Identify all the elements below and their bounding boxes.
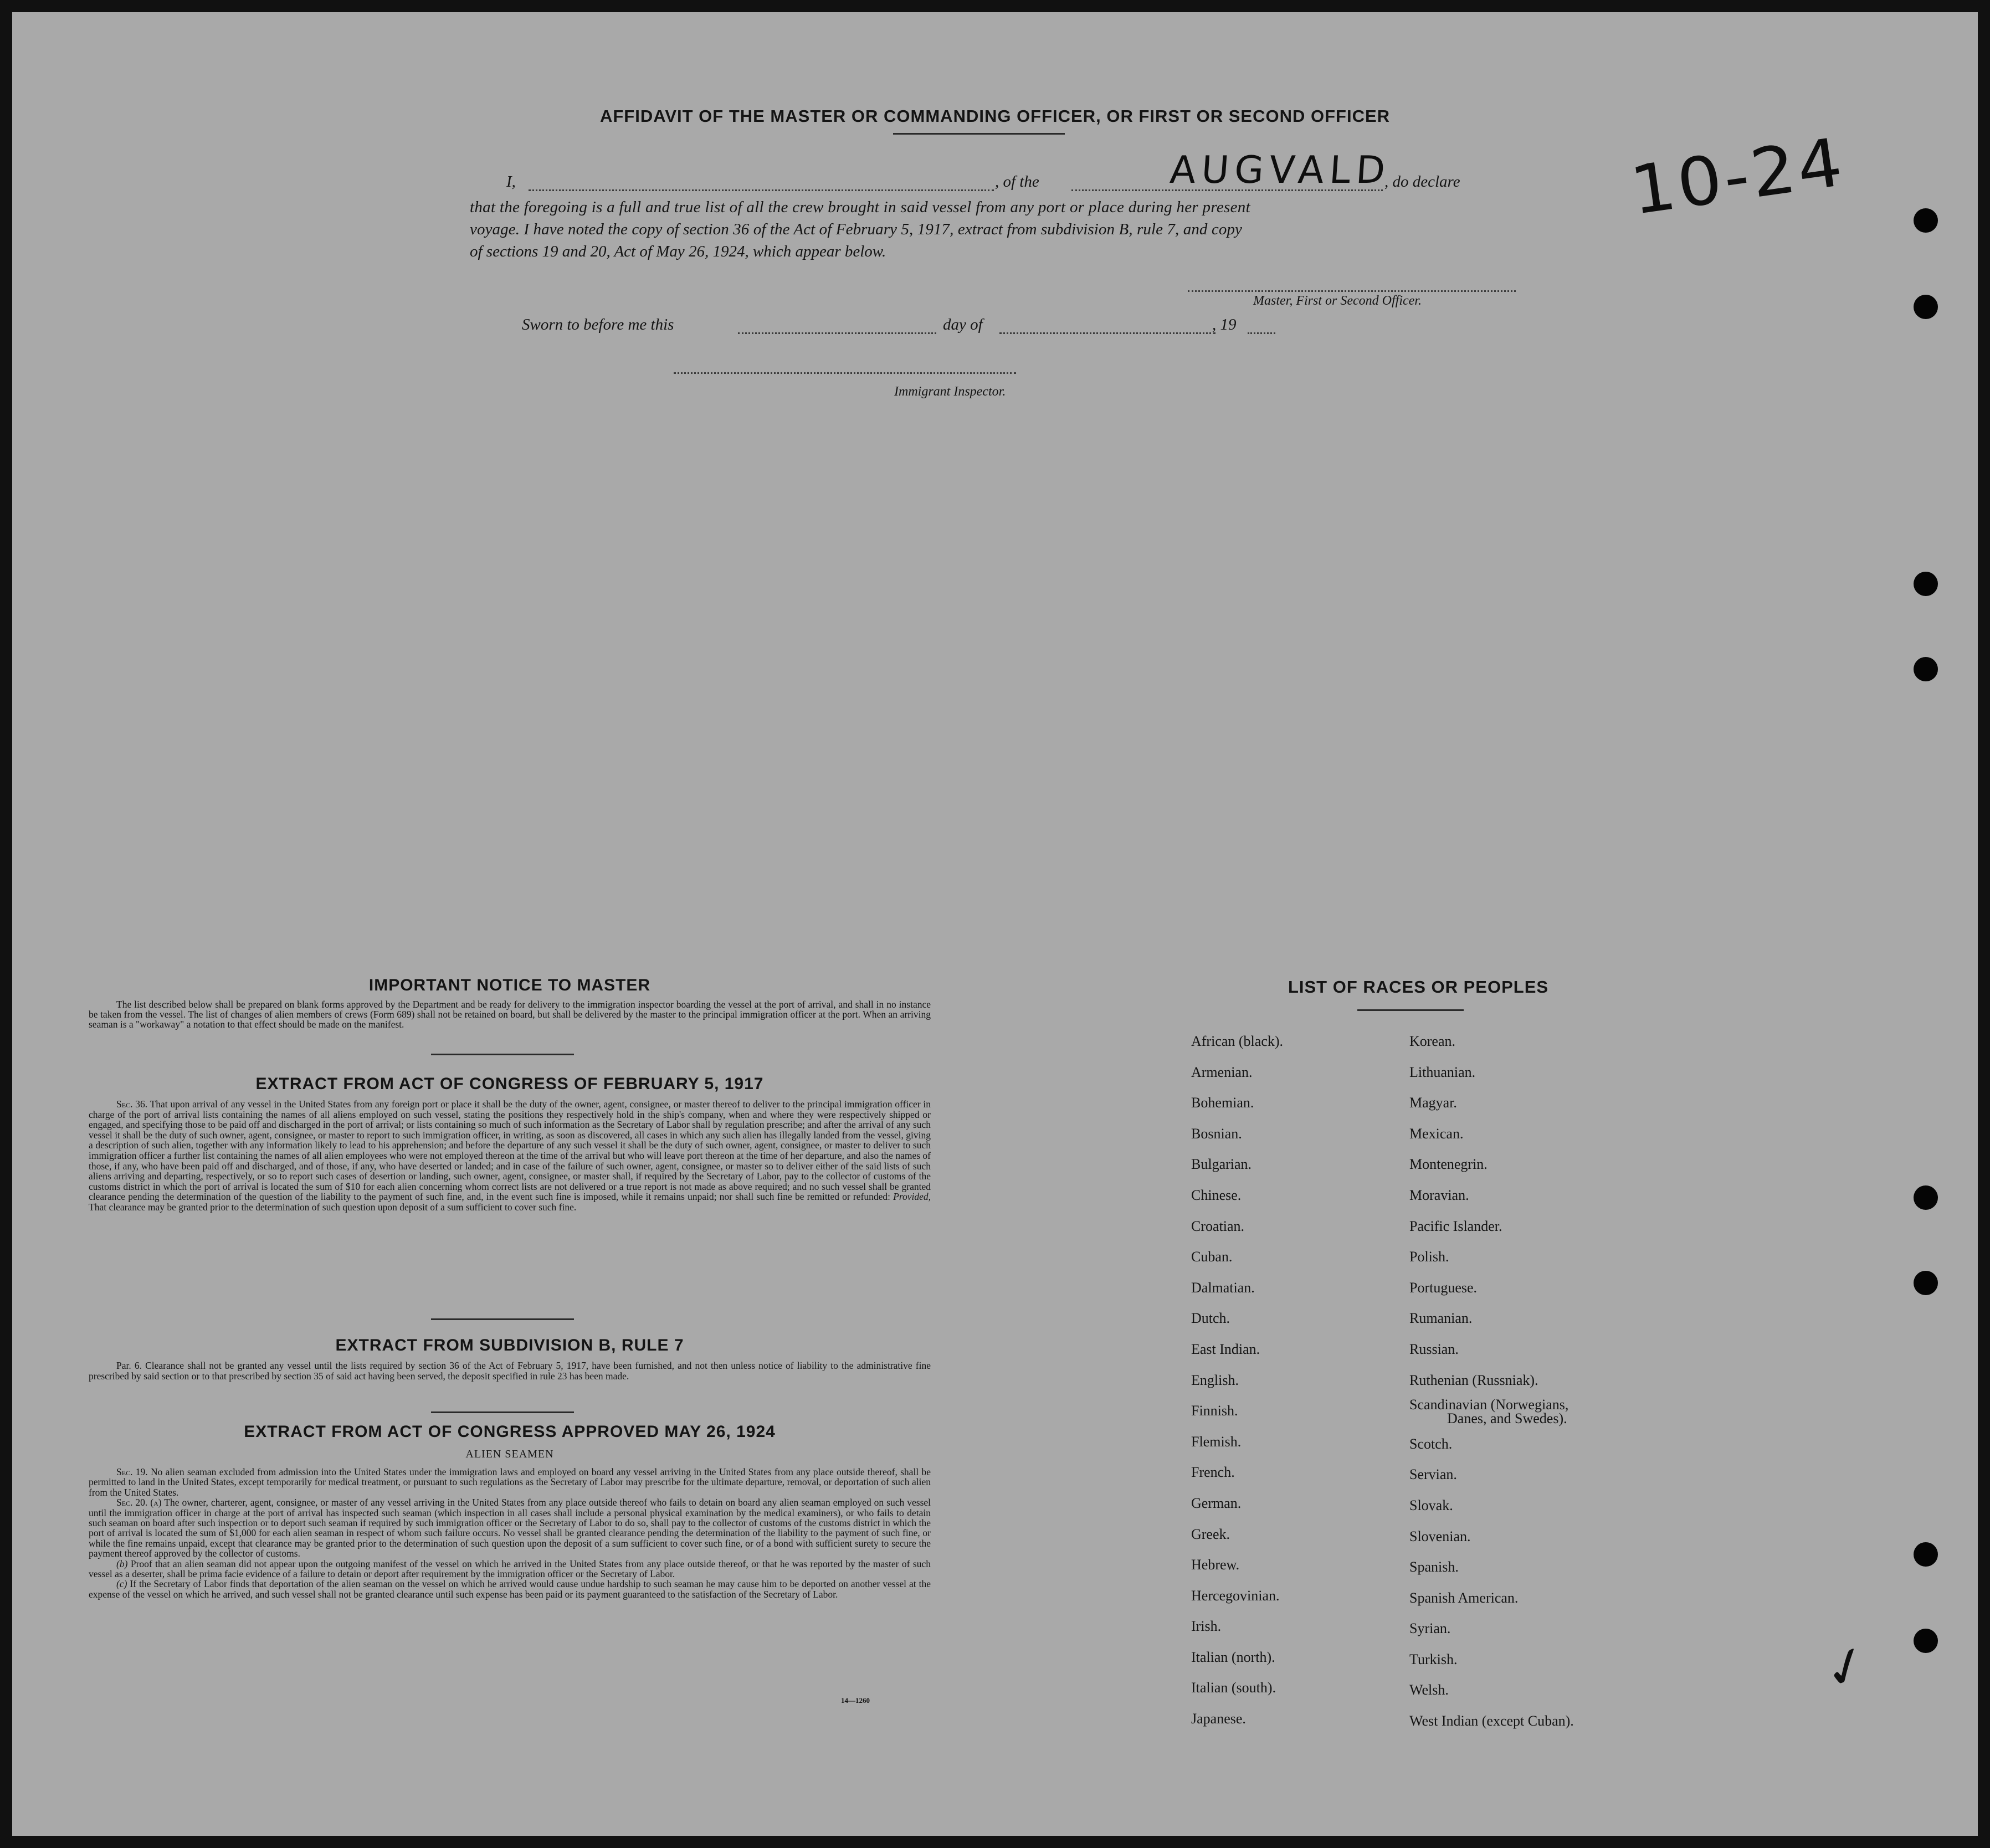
declarant-prefix: I, <box>506 173 516 191</box>
race-item: Russian. <box>1409 1341 1459 1357</box>
binder-hole <box>1914 657 1938 681</box>
sec-20c-paragraph <box>89 1579 931 1599</box>
race-item: Armenian. <box>1191 1064 1253 1080</box>
declarant-name-blank <box>529 189 994 191</box>
sworn-year-blank <box>1248 332 1275 334</box>
race-item: Greek. <box>1191 1526 1230 1542</box>
race-item: Mexican. <box>1409 1125 1464 1142</box>
sec-20a-label: Sec. 20. (a) <box>116 1497 162 1508</box>
race-item: Spanish. <box>1409 1559 1459 1575</box>
race-item: Irish. <box>1191 1618 1222 1635</box>
race-item: Italian (south). <box>1191 1680 1276 1696</box>
binder-hole <box>1914 572 1938 596</box>
race-item-line: Scandinavian (Norwegians, <box>1409 1397 1569 1413</box>
race-item: Welsh. <box>1409 1682 1449 1698</box>
extract-rule7-title: EXTRACT FROM SUBDIVISION B, RULE 7 <box>335 1336 684 1354</box>
document-page <box>12 12 1978 1836</box>
handwritten-check-mark: ✓ <box>1814 1628 1883 1705</box>
race-item-scandinavian <box>1409 1395 1574 1429</box>
race-item: Servian. <box>1409 1466 1457 1483</box>
binder-hole <box>1914 208 1938 233</box>
notice-body: The list described below shall be prepared on blank forms approved by the Department and be ready for delivery to the immigration inspector boarding the vessel at the port of arrival, and shall in no instance be taken from the vessel. The list of changes of alien members of crews (Form 689) shall not be retained on board, but shall be delivered by the master to the principal immigration officer at the port. When an arriving seaman is a "workaway" a notation to that effect should be made on the manifest. <box>89 999 931 1030</box>
sec-36-label: Sec. 36. <box>116 1098 148 1110</box>
race-item: West Indian (except Cuban). <box>1409 1713 1574 1729</box>
race-item: Polish. <box>1409 1249 1449 1265</box>
notice-divider <box>431 1054 574 1055</box>
extract-rule7-body: Par. 6. Clearance shall not be granted any vessel until the lists required by section 36 of the Act of February 5, 1917, have been furnished, and not then unless notice of liability to the administrative fine prescribed by said section or to that prescribed by section 35 of said act having been served, the deposit specified in rule 23 has been made. <box>89 1360 931 1382</box>
race-item: Hercegovinian. <box>1191 1587 1280 1604</box>
races-divider <box>1357 1009 1464 1011</box>
sec-19-label: Sec. 19. <box>116 1466 148 1477</box>
alien-seamen-subtitle: ALIEN SEAMEN <box>465 1448 554 1460</box>
race-item: Montenegrin. <box>1409 1156 1488 1173</box>
race-item: Croatian. <box>1191 1218 1245 1234</box>
race-item: Pacific Islander. <box>1409 1218 1502 1234</box>
sec-19-paragraph <box>89 1467 931 1497</box>
title-divider <box>893 133 1065 135</box>
races-left-column <box>1191 1026 1283 1734</box>
extract-rule7-divider <box>431 1411 574 1413</box>
vessel-name-handwritten: AUGVALD <box>1168 148 1392 192</box>
races-right-column <box>1409 1026 1574 1737</box>
race-item-line: Danes, and Swedes). <box>1447 1410 1567 1427</box>
race-item: Moravian. <box>1409 1187 1469 1203</box>
extract-1917-body <box>89 1099 931 1213</box>
race-item: Ruthenian (Russniak). <box>1409 1372 1538 1388</box>
binder-hole <box>1914 1629 1938 1653</box>
race-item: Hebrew. <box>1191 1557 1240 1573</box>
declare-label: , do declare <box>1384 173 1460 191</box>
form-number: 14—1260 <box>841 1696 870 1705</box>
sworn-year-label: , 19 <box>1212 316 1237 333</box>
race-item: Turkish. <box>1409 1651 1458 1667</box>
race-item: Dalmatian. <box>1191 1279 1255 1296</box>
affidavit-line-1 <box>506 173 1736 195</box>
race-item: Portuguese. <box>1409 1279 1478 1296</box>
race-item: Bosnian. <box>1191 1125 1242 1142</box>
sec-20b-label: (b) <box>116 1558 128 1569</box>
race-item: Cuban. <box>1191 1249 1233 1265</box>
race-item: Lithuanian. <box>1409 1064 1476 1080</box>
race-item: Scotch. <box>1409 1435 1453 1452</box>
race-item: Finnish. <box>1191 1403 1238 1419</box>
race-item: Magyar. <box>1409 1095 1457 1111</box>
race-item: Japanese. <box>1191 1711 1246 1727</box>
race-item: Spanish American. <box>1409 1589 1519 1606</box>
race-item: Rumanian. <box>1409 1310 1473 1327</box>
race-item: Dutch. <box>1191 1310 1230 1327</box>
race-item: French. <box>1191 1464 1235 1481</box>
sec-20a-paragraph <box>89 1497 931 1558</box>
race-item: Bohemian. <box>1191 1095 1254 1111</box>
binder-hole <box>1914 295 1938 319</box>
proviso-label: Provided, <box>893 1191 931 1203</box>
sec-20c-label: (c) <box>116 1578 127 1590</box>
inspector-signature-line <box>674 372 1016 374</box>
extract-1917-divider <box>431 1318 574 1320</box>
race-item: German. <box>1191 1495 1242 1511</box>
race-item: Bulgarian. <box>1191 1156 1252 1173</box>
races-title: LIST OF RACES OR PEOPLES <box>1288 977 1549 997</box>
race-item: Slovak. <box>1409 1497 1453 1513</box>
sec-19-text: No alien seaman excluded from admission into the United States under the immigration laws and employed on board any vessel arriving in the United States from any place outside thereof, shall be permitted to land in the United States, except temporarily for medical treatment, or pursuant to such regulations as the Secretary of Labor may prescribe for the ultimate departure, removal, or deportation of such alien from the United States. <box>89 1466 931 1498</box>
race-item: East Indian. <box>1191 1341 1260 1357</box>
affidavit-line-2: that the foregoing is a full and true list of all the crew brought in said vessel from any port or place during her present <box>470 198 1250 216</box>
race-item: Chinese. <box>1191 1187 1242 1203</box>
sec-20b-paragraph <box>89 1559 931 1579</box>
notice-title: IMPORTANT NOTICE TO MASTER <box>368 976 651 994</box>
day-of-label: day of <box>943 316 983 333</box>
race-item: Slovenian. <box>1409 1528 1471 1544</box>
race-item: English. <box>1191 1372 1239 1388</box>
sworn-line <box>522 316 1275 338</box>
race-item: Flemish. <box>1191 1433 1242 1450</box>
sec-20a-text: The owner, charterer, agent, consignee, or master of any vessel arriving in the United States from any place outside thereof who fails to detain on board any alien seaman employed on such vessel until the immigration officer in charge at the port of arrival has inspected such seaman (which inspection in all cases shall include a personal physical examination by the medical examiners), or who fails to detain such seaman on board after such inspection or to deport such seaman if required by such immigration officer or the Secretary of Labor to do so, shall pay to the collector of customs of the customs district in which the port of arrival is located the sum of $1,000 for each alien seaman in respect of whom such failure occurs. No vessel shall be granted clearance pending the determination of the liability to the payment of such fine, or while the fine remains unpaid, except that clearance may be granted prior to the determination of such question upon the deposit of a sum sufficient to cover such fine, or of a bond with sufficient surety to secure the payment thereof approved by the collector of customs. <box>89 1497 931 1559</box>
sworn-day-blank <box>738 332 936 334</box>
race-item: Korean. <box>1409 1033 1456 1049</box>
extract-1917-title: EXTRACT FROM ACT OF CONGRESS OF FEBRUARY 5, 1917 <box>255 1075 764 1093</box>
binder-hole <box>1914 1185 1938 1210</box>
of-the-label: , of the <box>995 173 1039 191</box>
race-item: Italian (north). <box>1191 1649 1275 1665</box>
extract-1924-title: EXTRACT FROM ACT OF CONGRESS APPROVED MAY 26, 1924 <box>244 1423 776 1441</box>
sworn-month-blank <box>999 332 1215 334</box>
signature-line <box>1188 290 1516 292</box>
affidavit-title: AFFIDAVIT OF THE MASTER OR COMMANDING OFFICER, OR FIRST OR SECOND OFFICER <box>599 106 1391 126</box>
handwritten-corner-number: 10-24 <box>1625 124 1849 230</box>
race-item: African (black). <box>1191 1033 1284 1049</box>
sec-20c-text: If the Secretary of Labor finds that deportation of the alien seaman on the vessel on which he arrived would cause undue hardship to such seaman he may cause him to be deported on another vessel at the expense of the vessel on which he arrived, and such vessel shall not be granted clearance until such expense has been paid or its payment guaranteed to the satisfaction of the Secretary of Labor. <box>89 1578 931 1600</box>
binder-hole <box>1914 1542 1938 1567</box>
sec-20b-text: Proof that an alien seaman did not appear upon the outgoing manifest of the vessel on which he arrived in the United States from any place outside thereof, or that he was reported by the master of such vessel as a deserter, shall be prima facie evidence of a failure to detain or deport after requirement by the immigration officer or the Secretary of Labor. <box>89 1558 931 1580</box>
sec-36-tail: That clearance may be granted prior to the determination of such question upon deposit of a sum sufficient to cover such fine. <box>89 1201 577 1213</box>
sworn-prefix: Sworn to before me this <box>522 316 674 333</box>
inspector-caption: Immigrant Inspector. <box>894 384 1006 399</box>
extract-1924-body <box>89 1467 931 1599</box>
affidavit-line-4: of sections 19 and 20, Act of May 26, 1924, which appear below. <box>470 243 886 260</box>
race-item: Syrian. <box>1409 1620 1451 1637</box>
binder-hole <box>1914 1271 1938 1295</box>
signature-caption: Master, First or Second Officer. <box>1253 294 1422 308</box>
sec-36-text: That upon arrival of any vessel in the United States from any foreign port or place it shall be the duty of the owner, agent, consignee, or master thereof to deliver to the principal immigration officer in charge of the port of arrival lists containing the names of all aliens employed on such vessel, stating the positions they respectively hold in the ship's company, when and where they were respectively shipped or engaged, and specifying those to be paid off and discharged in the port of arrival; or lists containing so much of such information as the Secretary of Labor shall by regulation prescribe; and after the arrival of any such vessel it shall be the duty of such owner, agent, consignee, or master to report to such immigration officer, in writing, as soon as discovered, all cases in which any such alien has illegally landed from the vessel, giving a description of such alien, together with any information likely to lead to his apprehension; and before the departure of any such vessel it shall be the duty of such owner, agent, consignee, or master to deliver to such immigration officer a further list containing the names of all alien employees who were not employed thereon at the time of the arrival but who will leave port thereon at the time of her departure, and also the names of those, if any, who have been paid off and discharged, and of those, if any, who have deserted or landed; and in case of the failure of such owner, agent, consignee, or master so to deliver either of the said lists of such aliens arriving and departing, respectively, or so to report such cases of desertion or landing, such owner, agent, consignee, or master shall, if required by the Secretary of Labor, pay to the collector of customs of the customs district in which the port of arrival is located the sum of $10 for each alien concerning whom correct lists are not delivered or a true report is not made as above required; and no such vessel shall be granted clearance pending the determination of the question of the liability to the payment of such fine, and, in the event such fine is imposed, while it remains unpaid; nor shall such fine be remitted or refunded: <box>89 1098 931 1203</box>
affidavit-line-3: voyage. I have noted the copy of section 36 of the Act of February 5, 1917, extract from subdivision B, rule 7, and copy <box>470 220 1243 238</box>
